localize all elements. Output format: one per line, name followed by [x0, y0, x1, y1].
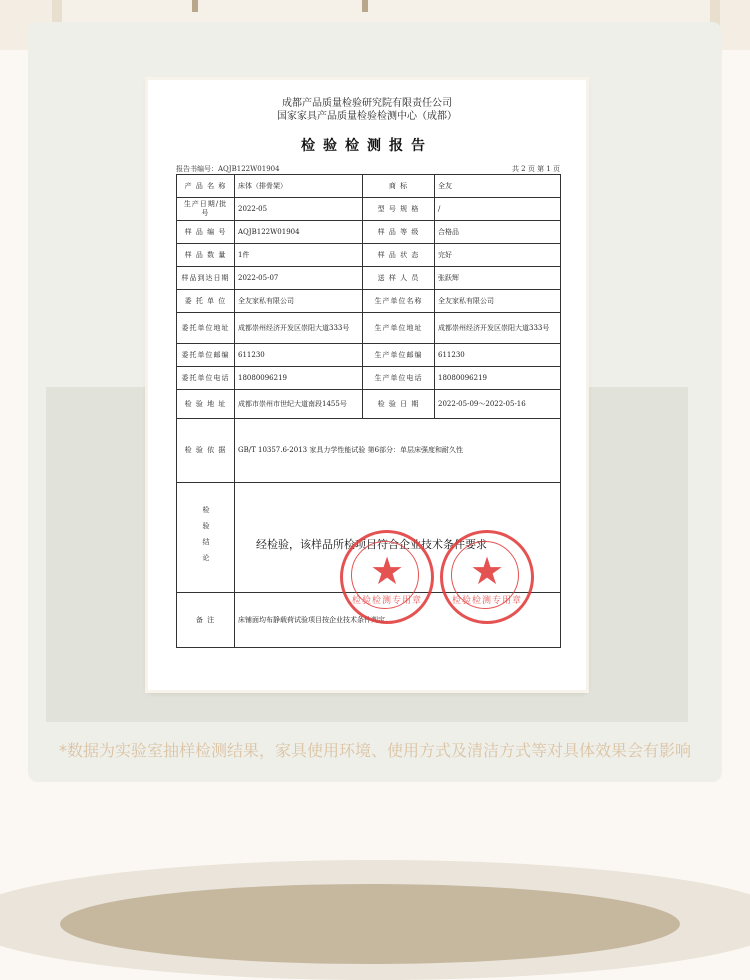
star-icon: ★	[469, 549, 505, 593]
table-row	[177, 175, 561, 198]
table-row	[177, 221, 561, 244]
seal-text: 检验检测专用章	[451, 596, 522, 606]
table-row	[177, 290, 561, 313]
remark-label: 备 注	[177, 593, 235, 648]
row-value: 床体（排骨架）	[235, 175, 363, 198]
row-label: 型 号 规 格	[363, 198, 435, 221]
row-value: 全友家私有限公司	[435, 290, 561, 313]
row-label: 样 品 数 量	[177, 244, 235, 267]
row-label: 生产单位名称	[363, 290, 435, 313]
row-value: /	[435, 198, 561, 221]
row-label: 检 验 日 期	[363, 390, 435, 419]
basis-value: GB/T 10357.6-2013 家具力学性能试验 第6部分：单层床强度和耐久性	[235, 419, 561, 483]
row-value: 成都崇州经济开发区崇阳大道333号	[235, 313, 363, 344]
row-label: 送 样 人 员	[363, 267, 435, 290]
row-value: 成都市崇州市世纪大道南段1455号	[235, 390, 363, 419]
table-row	[177, 198, 561, 221]
basis-label: 检 验 依 据	[177, 419, 235, 483]
page-number: 共 2 页 第 1 页	[511, 165, 560, 173]
row-label: 商 标	[363, 175, 435, 198]
org-name-line1: 成都产品质量检验研究院有限责任公司	[282, 98, 452, 109]
row-label: 样 品 编 号	[177, 221, 235, 244]
report-number: 报告书编号：AQJB122W01904	[176, 165, 280, 173]
official-seal-1	[340, 530, 434, 624]
row-label: 产 品 名 称	[177, 175, 235, 198]
official-seal-2	[440, 530, 534, 624]
row-value: 2022-05-09～2022-05-16	[435, 390, 561, 419]
table-row	[177, 344, 561, 367]
org-name-line2: 国家家具产品质量检验检测中心（成都）	[277, 111, 457, 122]
row-value: AQJB122W01904	[235, 221, 363, 244]
conclusion-text: 经检验，该样品所检项目符合企业技术条件要求	[256, 538, 487, 551]
row-value: 张跃辉	[435, 267, 561, 290]
seal-text: 检验检测专用章	[351, 596, 422, 606]
frame-leg	[362, 0, 368, 12]
bottom-decoration-shadow	[60, 884, 680, 964]
row-label: 生产日期/批号	[177, 198, 235, 221]
row-value: 全友家私有限公司	[235, 290, 363, 313]
row-label: 委 托 单 位	[177, 290, 235, 313]
row-value: 完好	[435, 244, 561, 267]
row-value: 成都崇州经济开发区崇阳大道333号	[435, 313, 561, 344]
row-value: 611230	[235, 344, 363, 367]
row-value: 1件	[235, 244, 363, 267]
row-label: 样 品 等 级	[363, 221, 435, 244]
row-value: 18080096219	[435, 367, 561, 390]
table-row	[177, 244, 561, 267]
table-row	[177, 267, 561, 290]
basis-row	[177, 419, 561, 483]
row-value: 全友	[435, 175, 561, 198]
row-value: 2022-05-07	[235, 267, 363, 290]
remark-value: 床铺面均布静载荷试验项目按企业技术条件判定。	[235, 593, 561, 648]
table-row	[177, 313, 561, 344]
star-icon: ★	[369, 549, 405, 593]
conclusion-label: 检验结论	[177, 483, 235, 593]
frame-leg	[192, 0, 198, 12]
row-label: 委托单位电话	[177, 367, 235, 390]
table-row	[177, 390, 561, 419]
row-label: 委托单位地址	[177, 313, 235, 344]
row-label: 生产单位地址	[363, 313, 435, 344]
row-value: 611230	[435, 344, 561, 367]
table-row	[177, 367, 561, 390]
row-value: 合格品	[435, 221, 561, 244]
row-label: 生产单位电话	[363, 367, 435, 390]
row-label: 样品到达日期	[177, 267, 235, 290]
disclaimer-note: *数据为实验室抽样检测结果，家具使用环境、使用方式及清洁方式等对具体效果会有影响	[58, 741, 691, 760]
row-label: 生产单位邮编	[363, 344, 435, 367]
row-value: 18080096219	[235, 367, 363, 390]
row-value: 2022-05	[235, 198, 363, 221]
row-label: 检 验 地 址	[177, 390, 235, 419]
row-label: 样 品 状 态	[363, 244, 435, 267]
row-label: 委托单位邮编	[177, 344, 235, 367]
report-title: 检验检测报告	[301, 138, 433, 154]
inspection-report-document	[148, 80, 586, 690]
